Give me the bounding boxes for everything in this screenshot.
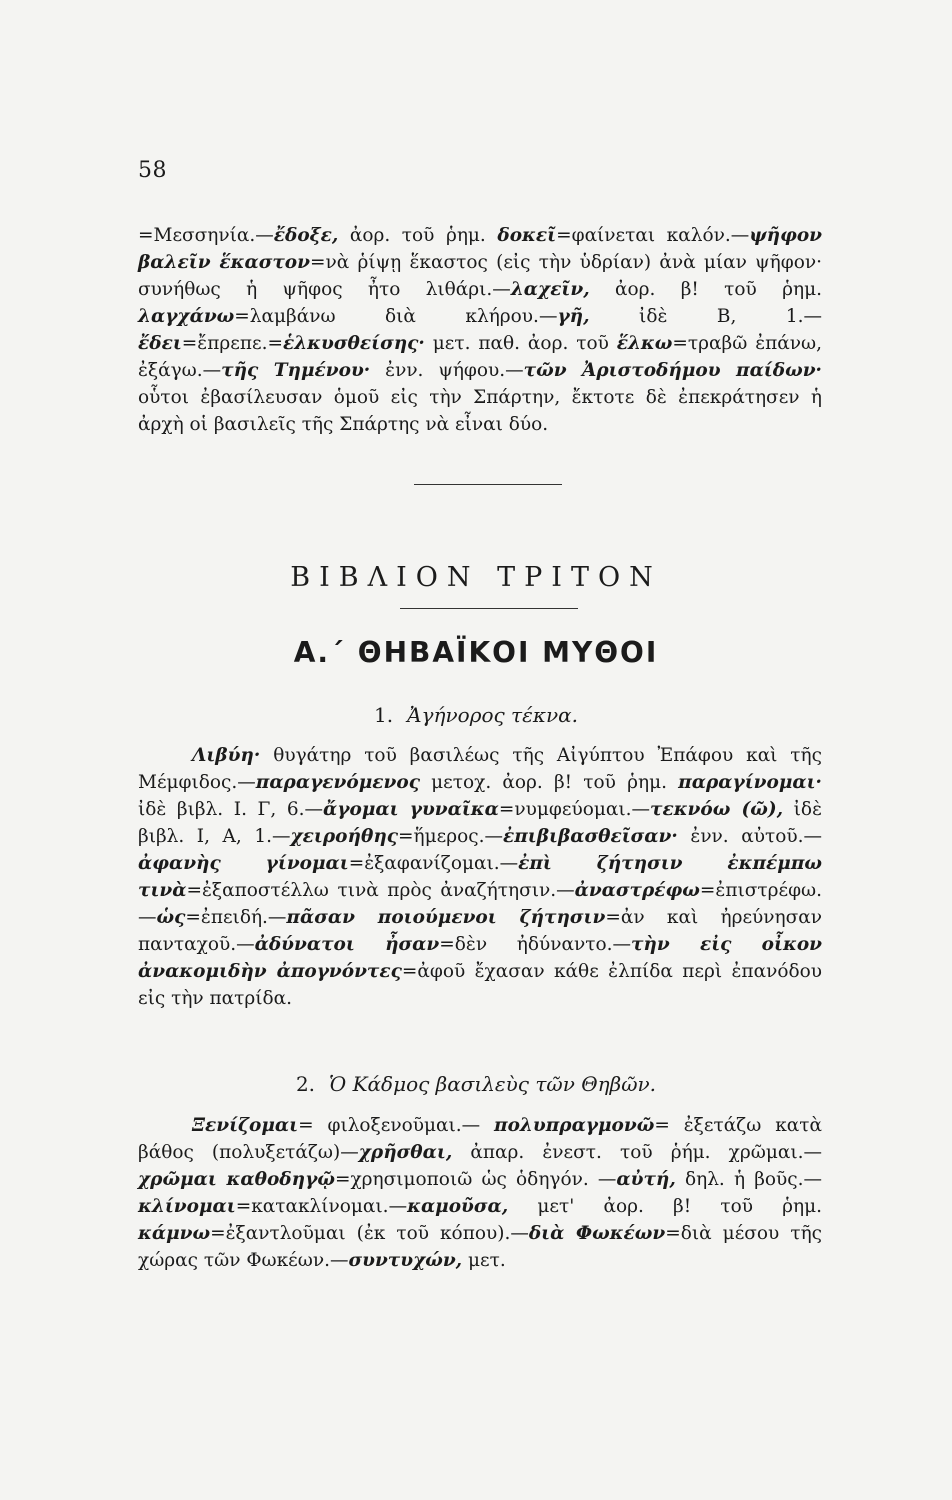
subsection-heading-1 xyxy=(0,703,952,727)
gloss-text: =τραβῶ ἐπάνω, ἐξάγω.— xyxy=(138,333,822,381)
gloss-text: =δὲν ἠδύναντο.— xyxy=(439,934,631,955)
gloss-text: =λαμβάνω διὰ κλήρου.— xyxy=(234,306,558,327)
gloss-text: ἀπαρ. ἐνεστ. τοῦ ῥήμ. xyxy=(452,1142,729,1163)
lemma-term: ἐπιβιβασθεῖσαν· xyxy=(502,826,678,847)
lemma-term: λαχεῖν, xyxy=(510,279,590,300)
lemma-term: παραγενόμενος xyxy=(255,772,420,793)
divider-under-book-title xyxy=(400,608,578,609)
gloss-text: =ἐξαποστέλλω τινὰ πρὸς ἀναζήτησιν.— xyxy=(186,880,575,901)
lemma-term: ἀναστρέφω xyxy=(574,880,700,901)
gloss-text: ἐνν. ψήφου.— xyxy=(370,360,524,381)
book-title: ΒΙΒΛΙΟΝ ΤΡΙΤΟΝ xyxy=(290,562,662,593)
subsection-title: Ὁ Κάδμος βασιλεὺς τῶν Θηβῶν. xyxy=(329,1072,657,1096)
gloss-text: μετ. xyxy=(462,1250,506,1271)
gloss-text: χρῶμαι xyxy=(728,1142,798,1163)
lemma-term: χειροήθης xyxy=(290,826,399,847)
gloss-text: =ἔπρεπε.= xyxy=(181,333,283,354)
gloss-text: =ἐξαντλοῦμαι (ἐκ τοῦ κόπου).— xyxy=(210,1223,529,1244)
lemma-term: τῶν Ἀριστοδήμου παίδων· xyxy=(523,360,822,381)
intro-paragraph xyxy=(138,222,822,438)
lemma-term: ψῆφον βαλεῖν ἕκαστον xyxy=(138,225,822,273)
gloss-text: μετοχ. ἀορ. β! τοῦ ῥημ. xyxy=(419,772,679,793)
lemma-term: ἕλκω xyxy=(616,333,673,354)
gloss-text: = ἐξετάζω κατὰ βάθος (πολυξετάζω)— xyxy=(138,1115,822,1163)
gloss-text: =ἀν καὶ ἠρεύνησαν πανταχοῦ.— xyxy=(138,907,822,955)
subsection-heading-2 xyxy=(0,1072,952,1096)
gloss-text: =ἥμερος.— xyxy=(398,826,503,847)
lemma-term: Ξενίζομαι xyxy=(192,1115,299,1136)
page-number: 58 xyxy=(138,158,167,183)
lemma-term: δοκεῖ xyxy=(497,225,557,246)
gloss-text: θυγάτηρ τοῦ βασιλέως τῆς Αἰγύπτου Ἐπάφου καὶ τῆς Μέμφιδος.— xyxy=(138,745,822,793)
gloss-text: δηλ. ἡ βοῦς.— xyxy=(675,1169,823,1190)
gloss-text: ἰδὲ Β, 1.— xyxy=(589,306,823,327)
gloss-text: μετ' ἀορ. β! τοῦ ῥημ. xyxy=(508,1196,822,1217)
subsection-title: Ἀγήνορος τέκνα. xyxy=(407,703,578,727)
gloss-text: =χρησιμοποιῶ ὡς ὁδηγόν. — xyxy=(334,1169,617,1190)
lemma-term: κάμνω xyxy=(138,1223,211,1244)
lemma-term: ἔδει xyxy=(138,333,182,354)
lemma-term: λαγχάνω xyxy=(138,306,235,327)
gloss-text: μετ. παθ. ἀορ. τοῦ xyxy=(424,333,617,354)
lemma-term: πολυπραγμονῶ xyxy=(494,1115,655,1136)
gloss-text: =ἐξαφανίζομαι.— xyxy=(348,853,519,874)
lemma-term: ἀφανὴς γίνομαι xyxy=(138,853,349,874)
gloss-text: =ἐπειδή.— xyxy=(185,907,287,928)
gloss-text: = φιλοξενοῦμαι.— xyxy=(298,1115,495,1136)
lemma-term: ἑλκυσθείσης· xyxy=(282,333,425,354)
gloss-text: =φαίνεται καλόν.— xyxy=(556,225,750,246)
gloss-text: =νυμφεύομαι.— xyxy=(498,799,650,820)
lemma-term: ἄγομαι γυναῖκα xyxy=(323,799,499,820)
gloss-text: ἀορ. β! τοῦ ῥημ. xyxy=(589,279,822,300)
gloss-text: οὗτοι ἐβασίλευσαν ὁμοῦ εἰς τὴν Σπάρτην, ἔκτοτε δὲ ἐπεκράτησεν ἡ ἀρχὴ οἱ βασιλεῖς τῆς Σπάρτης νὰ εἶναι δύο. xyxy=(138,387,822,435)
lemma-term: Λιβύη· xyxy=(192,745,261,766)
lemma-term: γῆ, xyxy=(557,306,590,327)
subsection-number: 2. xyxy=(295,1072,316,1096)
gloss-text: ἰδὲ βιβλ. Ι, Α, 1.— xyxy=(138,799,822,847)
subsection-1-paragraph xyxy=(138,742,822,1012)
lemma-term: τῆς Τημένου· xyxy=(221,360,371,381)
gloss-text: =Μεσσηνία.— xyxy=(138,225,274,246)
gloss-text: =ἀφοῦ ἔχασαν κάθε ἐλπίδα περὶ ἐπανόδου εἰς τὴν πατρίδα. xyxy=(138,961,822,1009)
gloss-text: ἐνν. αὐτοῦ.— xyxy=(677,826,822,847)
lemma-term: ἀδύνατοι ἦσαν xyxy=(254,934,440,955)
subsection-number: 1. xyxy=(374,703,394,727)
lemma-term: ἔδοξε, xyxy=(273,225,339,246)
gloss-text: =κατακλίνομαι.— xyxy=(235,1196,408,1217)
gloss-text: ἰδὲ βιβλ. Ι. Γ, 6.— xyxy=(138,799,324,820)
lemma-term: ὡς xyxy=(156,907,186,928)
lemma-term: χρῶμαι καθοδηγῷ xyxy=(138,1169,335,1190)
lemma-term: καμοῦσα, xyxy=(407,1196,509,1217)
lemma-term: ἐπὶ ζήτησιν ἐκπέμπω τινὰ xyxy=(138,853,823,901)
lemma-term: τεκνόω (ῶ), xyxy=(650,799,784,820)
gloss-text: =ἐπιστρέφω.— xyxy=(138,880,822,928)
lemma-term: κλίνομαι xyxy=(138,1196,236,1217)
divider-short xyxy=(414,484,562,485)
subsection-2-paragraph xyxy=(138,1112,822,1274)
lemma-term: συντυχών, xyxy=(348,1250,463,1271)
section-title: Α.´ ΘΗΒΑΪΚΟΙ ΜΥΘΟΙ xyxy=(293,636,659,669)
gloss-text: .— xyxy=(797,1142,822,1163)
lemma-term: χρῆσθαι, xyxy=(358,1142,453,1163)
gloss-text: =νὰ ῥίψῃ ἕκαστος (εἰς τὴν ὑδρίαν) ἀνὰ μίαν ψῆφον· συνήθως ἡ ψῆφος ἦτο λιθάρι.— xyxy=(138,252,822,300)
lemma-term: αὐτή, xyxy=(616,1169,676,1190)
lemma-term: παραγίνομαι· xyxy=(678,772,822,793)
gloss-text: =διὰ μέσου τῆς χώρας τῶν Φωκέων.— xyxy=(138,1223,823,1271)
lemma-term: τὴν εἰς οἶκον ἀνακομιδὴν ἀπογνόντες xyxy=(138,934,822,982)
lemma-term: πᾶσαν ποιούμενοι ζήτησιν xyxy=(286,907,606,928)
lemma-term: διὰ Φωκέων xyxy=(528,1223,666,1244)
gloss-text: ἀορ. τοῦ ῥημ. xyxy=(338,225,498,246)
